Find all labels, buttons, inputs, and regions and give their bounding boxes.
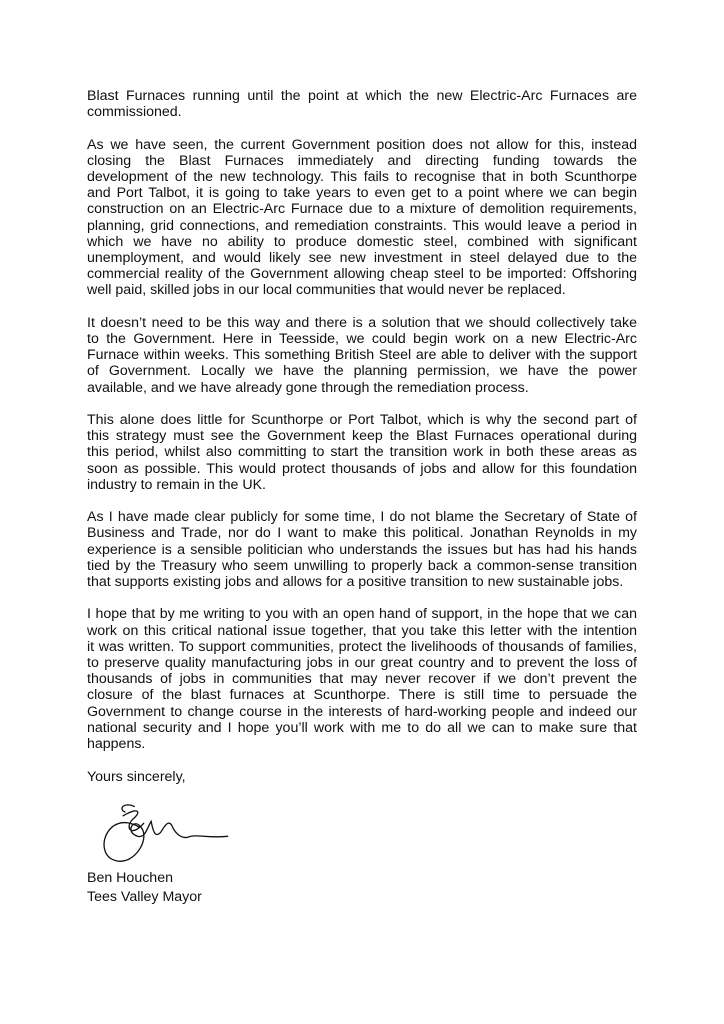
paragraph-5 bbox=[87, 509, 637, 590]
text-line: Government to change course in the interests of hard-working people and indeed our bbox=[87, 703, 637, 720]
text-line: closing the Blast Furnaces immediately and directing funding towards the bbox=[87, 152, 637, 169]
text-line: this period, whilst also committing to start the transition work in both these areas as bbox=[87, 444, 637, 461]
text-line: soon as possible. This would protect thousands of jobs and allow for this foundation bbox=[87, 460, 637, 477]
text-line: As I have made clear publicly for some time, I do not blame the Secretary of State of bbox=[87, 509, 637, 526]
paragraph-4 bbox=[87, 412, 637, 493]
paragraph-3 bbox=[87, 315, 637, 396]
text-line: available, and we have already gone through the remediation process. bbox=[87, 379, 529, 396]
signatory-title: Tees Valley Mayor bbox=[87, 889, 202, 906]
text-line: unemployment, and would likely see new investment in steel delayed due to the bbox=[87, 250, 637, 267]
text-line: development of the new technology. This fails to recognise that in both Scunthorpe bbox=[87, 169, 637, 185]
paragraph-1 bbox=[87, 88, 637, 120]
text-line: Business and Trade, nor do I want to make this political. Jonathan Reynolds in my bbox=[87, 525, 637, 542]
text-line: commissioned. bbox=[87, 104, 182, 121]
signatory-name: Ben Houchen bbox=[87, 870, 173, 887]
text-line: thousands of jobs in communities that may never recover if we don’t prevent the bbox=[87, 671, 637, 688]
text-line: This alone does little for Scunthorpe or Port Talbot, which is why the second part of bbox=[87, 412, 637, 429]
closing: Yours sincerely, bbox=[87, 769, 186, 786]
text-line: that supports existing jobs and allows for a positive transition to new sustainable jobs. bbox=[87, 574, 624, 591]
paragraph-6 bbox=[87, 606, 637, 752]
text-line: to the Government. Here in Teesside, we could begin work on a new Electric-Arc bbox=[87, 331, 637, 348]
letter-body bbox=[87, 88, 637, 907]
signature-icon bbox=[92, 799, 242, 869]
text-line: industry to remain in the UK. bbox=[87, 476, 266, 493]
text-line: well paid, skilled jobs in our local communities that would never be replaced. bbox=[87, 282, 566, 299]
text-line: of Government. Locally we have the planning permission, we have the power bbox=[87, 363, 637, 380]
text-line: Furnace within weeks. This something British Steel are able to deliver with the support bbox=[87, 347, 637, 364]
text-line: planning, grid connections, and remediation constraints. This would leave a period in bbox=[87, 217, 637, 234]
text-line: closure of the blast furnaces at Scunthorpe. There is still time to persuade the bbox=[87, 687, 637, 704]
text-line: and Port Talbot, it is going to take years to even get to a point where we can begin bbox=[87, 185, 637, 202]
text-line: happens. bbox=[87, 736, 146, 753]
text-line: I hope that by me writing to you with an open hand of support, in the hope that we can bbox=[87, 606, 637, 623]
text-line: It doesn’t need to be this way and there is a solution that we should collectively take bbox=[87, 314, 637, 331]
text-line: experience is a sensible politician who understands the issues but has had his hands bbox=[87, 541, 637, 558]
text-line: which we have no ability to produce domestic steel, combined with significant bbox=[87, 233, 637, 250]
text-line: construction on an Electric-Arc Furnace due to a mixture of demolition requirements, bbox=[87, 201, 637, 218]
text-line: national security and I hope you’ll work with me to do all we can to make sure that bbox=[87, 719, 637, 736]
paragraph-2 bbox=[87, 137, 637, 299]
text-line: commercial reality of the Government allowing cheap steel to be imported: Offshoring bbox=[87, 266, 637, 283]
text-line: tied by the Treasury who seem unwilling to properly back a common-sense transition bbox=[87, 557, 637, 574]
text-line: to preserve quality manufacturing jobs in our great country and to prevent the loss of bbox=[87, 655, 637, 672]
text-line: work on this critical national issue together, that you take this letter with the intention bbox=[87, 622, 637, 639]
text-line: As we have seen, the current Government position does not allow for this, instead bbox=[87, 136, 637, 153]
text-line: this strategy must see the Government keep the Blast Furnaces operational during bbox=[87, 428, 637, 445]
text-line: it was written. To support communities, protect the livelihoods of thousands of families, bbox=[87, 638, 637, 655]
text-line: Blast Furnaces running until the point at which the new Electric-Arc Furnaces are bbox=[87, 88, 637, 104]
